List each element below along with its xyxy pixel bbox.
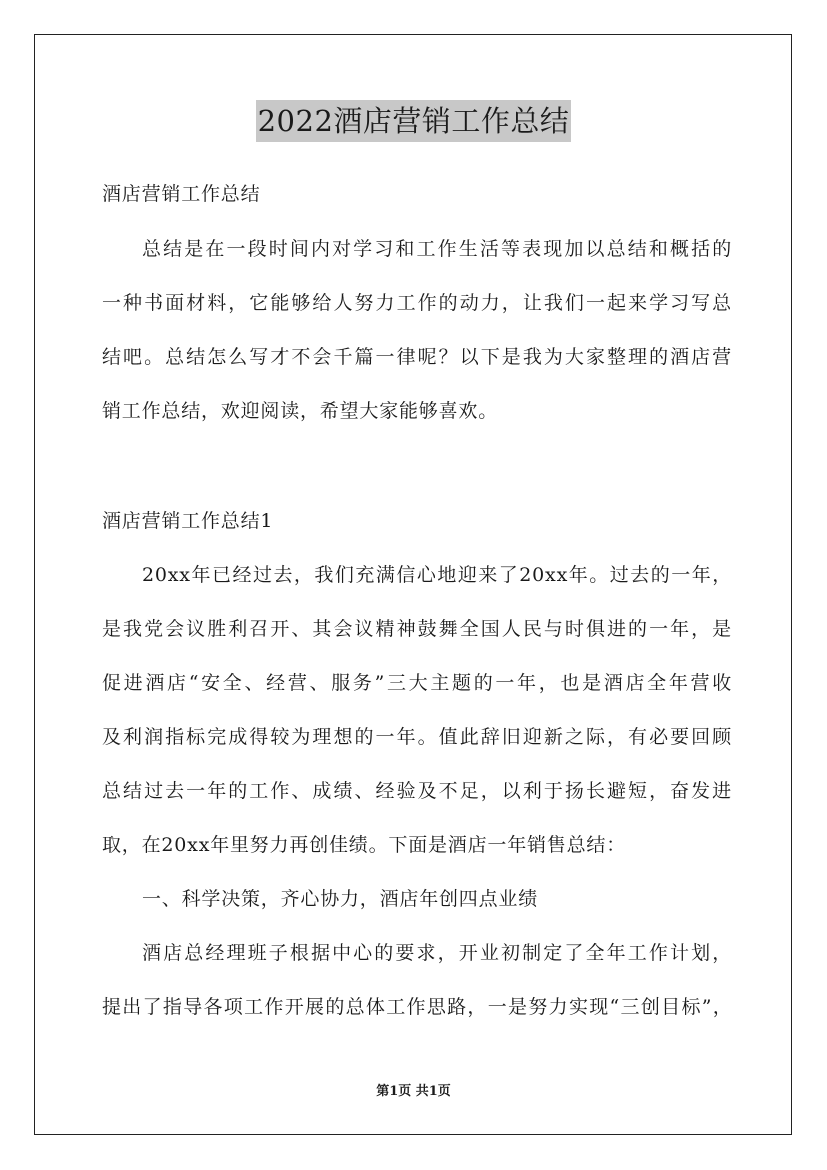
intro-line: 销工作总结，欢迎阅读，希望大家能够喜欢。 xyxy=(102,400,499,422)
body-line: 促进酒店“安全、经营、服务”三大主题的一年，也是酒店全年营收 xyxy=(102,672,732,694)
body-line: 是我党会议胜利召开、其会议精神鼓舞全国人民与时俱进的一年，是 xyxy=(102,618,732,640)
tail-line: 酒店总经理班子根据中心的要求，开业初制定了全年工作计划， xyxy=(142,942,732,964)
body-line: 取，在20xx年里努力再创佳绩。下面是酒店一年销售总结： xyxy=(102,834,627,856)
subheading: 酒店营销工作总结 xyxy=(102,183,261,205)
section-heading: 酒店营销工作总结1 xyxy=(102,510,274,532)
body-line: 总结过去一年的工作、成绩、经验及不足，以利于扬长避短，奋发进 xyxy=(102,780,732,802)
body-line: 20xx年已经过去，我们充满信心地迎来了20xx年。过去的一年， xyxy=(142,564,732,586)
intro-line: 一种书面材料，它能够给人努力工作的动力，让我们一起来学习写总 xyxy=(102,292,732,314)
subsection-heading: 一、科学决策，齐心协力，酒店年创四点业绩 xyxy=(142,888,539,910)
page-footer xyxy=(0,1083,827,1101)
body-line: 及利润指标完成得较为理想的一年。值此辞旧迎新之际，有必要回顾 xyxy=(102,726,732,748)
intro-line: 结吧。总结怎么写才不会千篇一律呢？以下是我为大家整理的酒店营 xyxy=(102,346,732,368)
tail-line: 提出了指导各项工作开展的总体工作思路，一是努力实现“三创目标”， xyxy=(102,996,732,1018)
document-title: 2022酒店营销工作总结 xyxy=(256,100,572,142)
title-wrap xyxy=(0,100,827,142)
page-number-label: 第1页 共1页 xyxy=(376,1084,451,1099)
intro-line: 总结是在一段时间内对学习和工作生活等表现加以总结和概括的 xyxy=(142,238,732,260)
